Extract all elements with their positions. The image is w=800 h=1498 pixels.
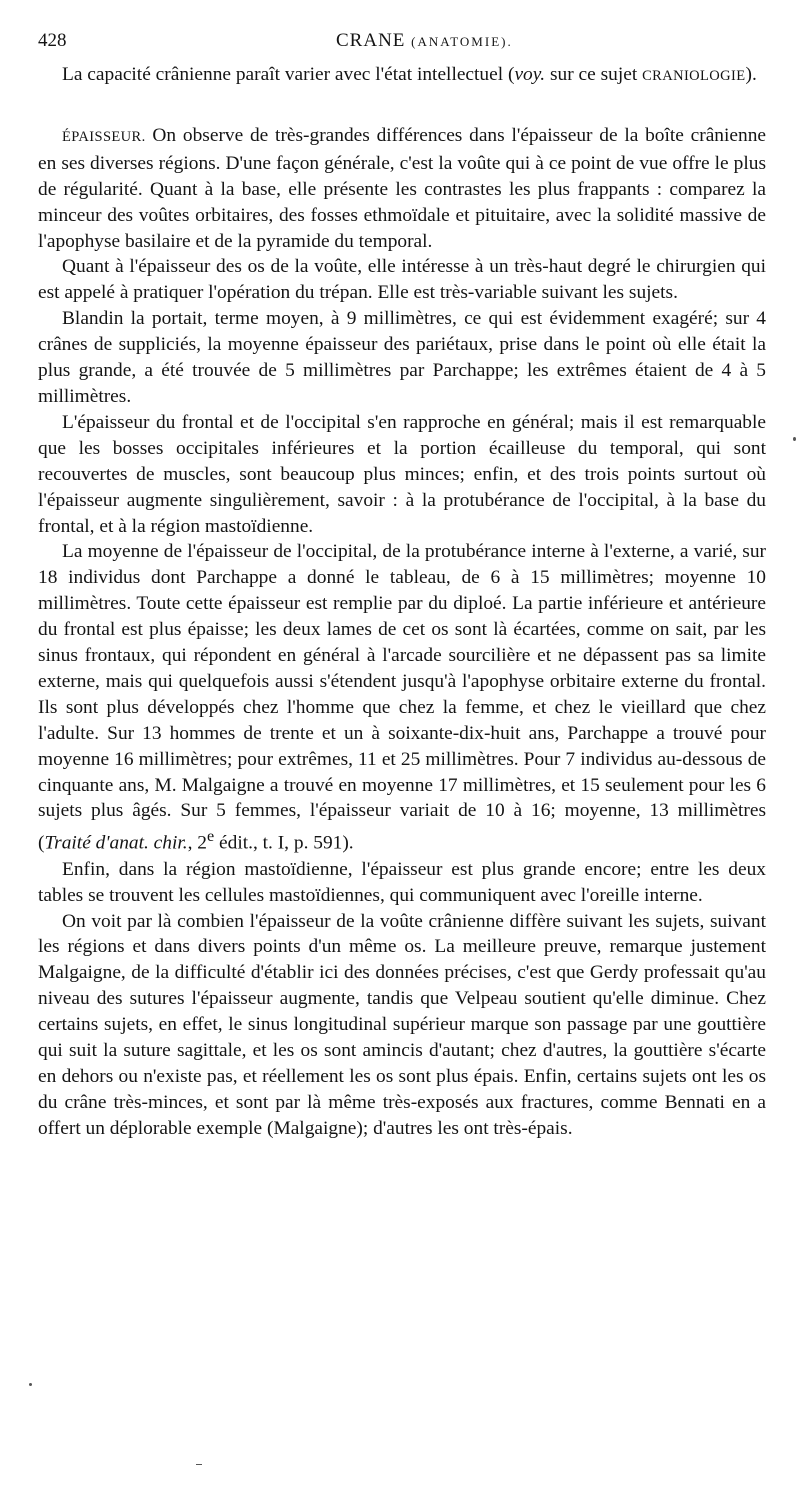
- print-speck: [29, 1383, 32, 1386]
- moyenne-text-c: édit., t. I, p. 591).: [214, 832, 354, 854]
- capacity-text-c: ).: [745, 64, 757, 85]
- capacity-text-a: La capacité crânienne paraît varier avec l'état intellectuel (: [62, 64, 515, 85]
- capacity-text-b: sur ce sujet: [545, 64, 643, 85]
- paragraph-conclusion: On voit par là combien l'épaisseur de la voûte crânienne diffère suivant les sujets, suivant les régions et dans divers points d'un même os. La meilleure preuve, remarque justement Malgaigne, de la difficulté d'établir ici des données précises, c'est que Gerdy professait qu'au niveau des sutures l'épaisseur augmente, tandis que Velpeau soutient qu'elle diminue. Chez certains sujets, en effet, le sinus longitudinal supérieur marque son passage par une gouttière qui suit la suture sagittale, et les os sont amincis d'autant; chez d'autres, la gouttière s'écarte en dehors ou n'existe pas, et réellement les os sont plus épais. Enfin, certains sujets ont les os du crâne très-minces, et sont par là même très-exposés aux fractures, comme Bennati en a offert un déplorable exemple (Malgaigne); d'autres les ont très-épais.: [38, 910, 766, 1139]
- citation-title: Traité d'anat. chir.: [44, 832, 188, 854]
- paragraph-frontal: L'épaisseur du frontal et de l'occipital s'en rapproche en général; mais il est remarquable que les bosses occipitales inférieures et la portion écailleuse du temporal, qui sont recouvertes de muscles, sont beaucoup plus minces; enfin, et des trois points surtout où l'épaisseur augmente singulièrement, savoir : à la protubérance de l'occipital, à la base du frontal, et à la région mastoïdienne.: [38, 411, 766, 537]
- running-head-title: CRANE: [336, 30, 406, 51]
- running-head-subtitle: (ANATOMIE).: [411, 34, 513, 49]
- print-speck: [793, 437, 796, 441]
- body-text: [38, 62, 766, 1142]
- section-lead-epaisseur: ÉPAISSEUR.: [62, 128, 146, 145]
- paragraph-capacity: [38, 62, 766, 90]
- paragraph-epaisseur: [38, 123, 766, 255]
- print-speck: [196, 1464, 202, 1465]
- running-head: [336, 30, 513, 52]
- page-number: 428: [38, 30, 67, 51]
- cross-reference-craniologie: CRANIOLOGIE: [642, 68, 746, 84]
- edition-superscript: e: [207, 828, 215, 846]
- moyenne-text-b: , 2: [187, 832, 207, 854]
- paragraph-mastoid: Enfin, dans la région mastoïdienne, l'épaisseur est plus grande encore; entre les deux tables se trouvent les cellules mastoïdiennes, qui communiquent avec l'oreille interne.: [38, 858, 766, 906]
- voy-abbrev: voy.: [514, 64, 546, 85]
- page-header: [38, 30, 764, 58]
- paragraph-moyenne: [38, 539, 766, 856]
- paragraph-blandin: Blandin la portait, terme moyen, à 9 millimètres, ce qui est évidemment exagéré; sur 4 crânes de suppliciés, la moyenne épaisseur des pariétaux, prise dans le point où elle était la plus grande, a été trouvée de 5 millimètres par Parchappe; les extrêmes étaient de 4 à 5 millimètres.: [38, 308, 766, 407]
- paragraph-voute: Quant à l'épaisseur des os de la voûte, elle intéresse à un très-haut degré le chirurgien qui est appelé à pratiquer l'opération du trépan. Elle est très-variable suivant les sujets.: [38, 256, 766, 304]
- moyenne-text-a: La moyenne de l'épaisseur de l'occipital, de la protubérance interne à l'externe, a varié, sur 18 individus dont Parchappe a donné le tableau, de 6 à 15 millimètres; moyenne 10 millimètres. Toute cette épaisseur est remplie par du diploé. La partie inférieure et antérieure du frontal est plus épaisse; les deux lames de cet os sont là écartées, comme on sait, par les sinus frontaux, qui répondent en général à l'arcade sourcilière et ne dépassent pas sa limite externe, mais qui quelquefois aussi s'étendent jusqu'à l'apophyse orbitaire externe du frontal. Ils sont plus développés chez l'homme que chez la femme, et chez le vieillard que chez l'adulte. Sur 13 hommes de trente et un à soixante-dix-huit ans, Parchappe a trouvé pour moyenne 16 millimètres; pour extrêmes, 11 et 25 millimètres. Pour 7 individus au-dessous de cinquante ans, M. Malgaigne a trouvé en moyenne 17 millimètres, et 15 seulement pour les 6 sujets plus âgés. Sur 5 femmes, l'épaisseur variait de 10 à 16; moyenne, 13 millimètres (: [38, 541, 766, 854]
- epaisseur-text: On observe de très-grandes différences dans l'épaisseur de la boîte crânienne en ses diverses régions. D'une façon générale, c'est la voûte qui à ce point de vue offre le plus de régularité. Quant à la base, elle présente les contrastes les plus frappants : comparez la minceur des voûtes orbitaires, des fosses ethmoïdale et pituitaire, avec la solidité massive de l'apophyse basilaire et de la pyramide du temporal.: [38, 124, 766, 252]
